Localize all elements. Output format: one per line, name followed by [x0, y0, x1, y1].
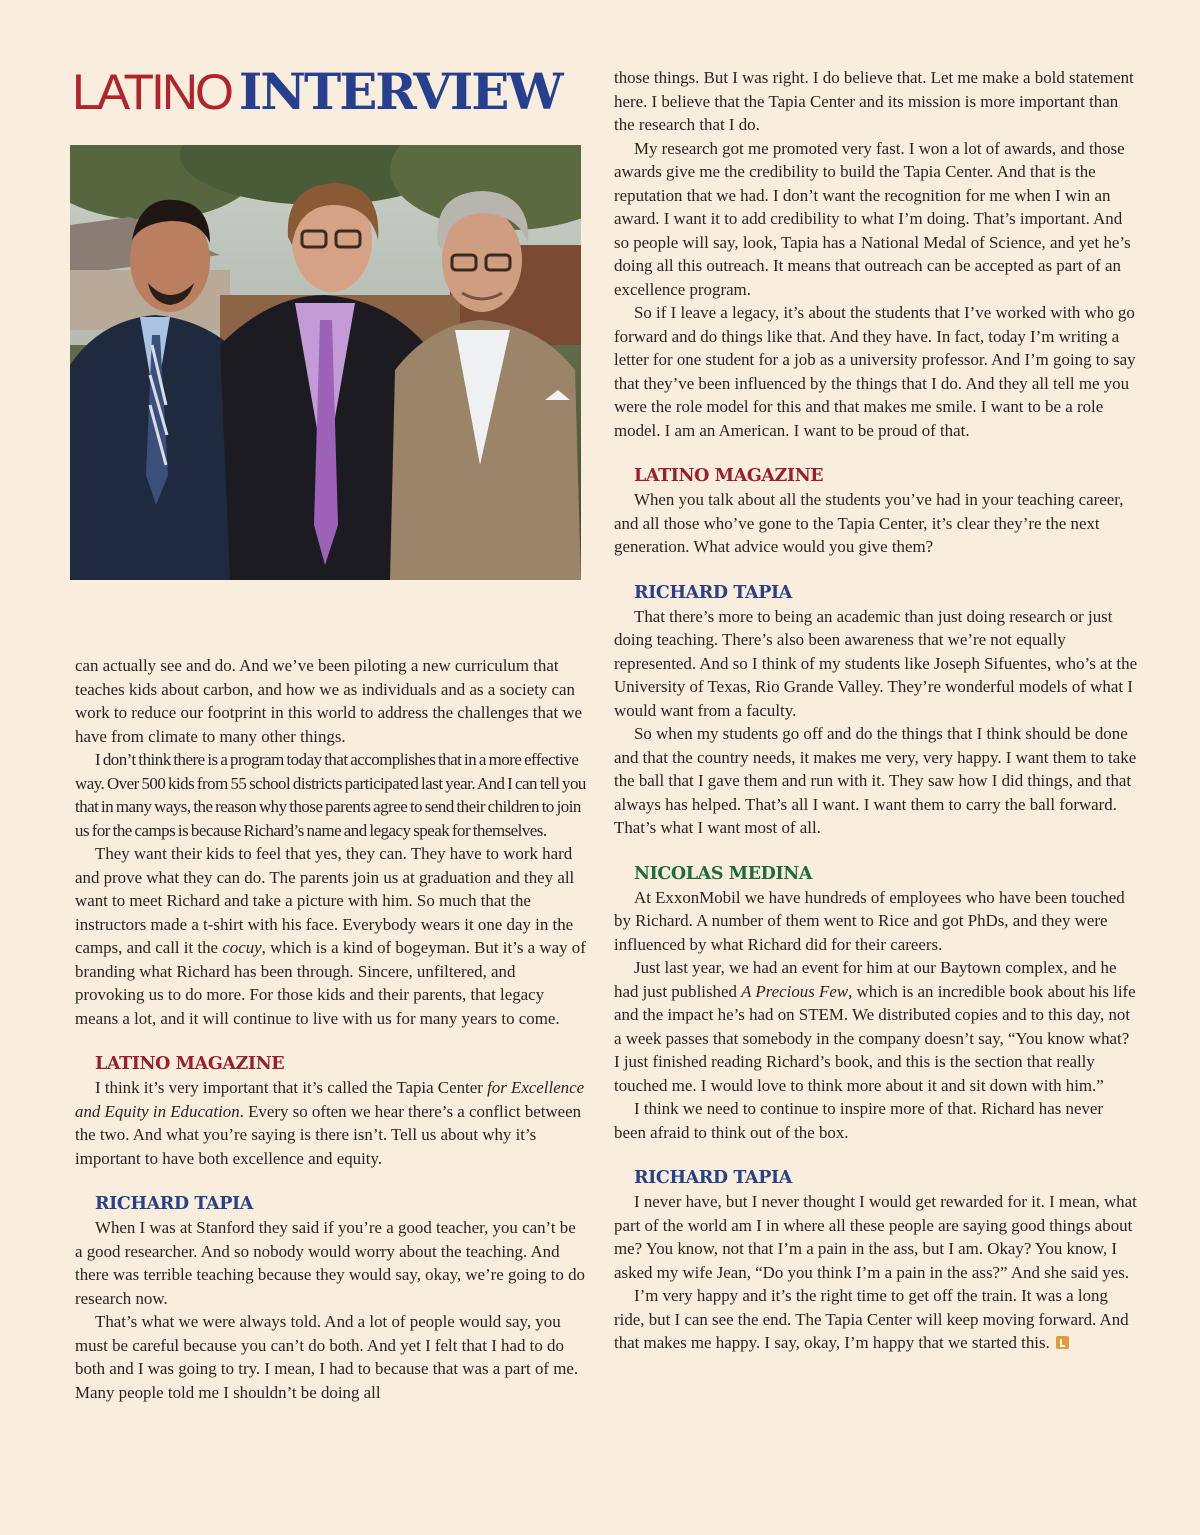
- speaker-label: LATINO MAGAZINE: [95, 1054, 285, 1074]
- interview-photo: [70, 145, 581, 580]
- paragraph: can actually see and do. And we’ve been piloting a new curriculum that teaches kids about carbon, and how we as individuals and as a society can work to reduce our footprint in this world to address the challenges that we have from climate to many other things.: [75, 656, 583, 746]
- paragraph: Just last year, we had an event for him at our Baytown complex, and he had just published A Precious Few, which is an incredible book about his life and the impact he’s had on STEM. We distributed copies and to this day, not a week passes that somebody in the company doesn’t say, “You know what? I just finished reading Richard’s book, and this is the section that really touched me. I would love to think more about it and sit down with him.”: [614, 958, 1136, 1095]
- paragraph: They want their kids to feel that yes, they can. They have to work hard and prove what they can do. The parents join us at graduation and they all want to meet Richard and take a picture with him. So much that the instructors made a t-shirt with his face. Everybody wears it one day in the camps, and call it the cocuy, which is a kind of bogeyman. But it’s a way of branding what Richard has been through. Sincere, unfiltered, and provoking us to do more. For those kids and their parents, that legacy means a lot, and it will continue to live with us for many years to come.: [75, 844, 586, 1028]
- paragraph: I never have, but I never thought I would get rewarded for it. I mean, what part of the world am I in where all these people are saying good things about me? You know, not that I’m a pain in the ass, but I am. Okay? You know, I asked my wife Jean, “Do you think I’m a pain in the ass?” And she said yes.: [614, 1192, 1137, 1282]
- speaker-label: NICOLAS MEDINA: [634, 863, 813, 884]
- paragraph: That’s what we were always told. And a lot of people would say, you must be careful because you can’t do both. And yet I felt that I had to do both and I was going to try. I mean, I had to because that was a part of me. Many people told me I shouldn’t be doing all: [75, 1312, 579, 1402]
- speaker-label: RICHARD TAPIA: [95, 1194, 253, 1214]
- paragraph: At ExxonMobil we have hundreds of employees who have been touched by Richard. A number of them went to Rice and got PhDs, and they were influenced by what Richard did for their careers.: [614, 887, 1125, 954]
- paragraph: When I was at Stanford they said if you’re a good teacher, you can’t be a good researcher. And so nobody would worry about the teaching. And there was terrible teaching because they would say, okay, we’re going to do research now.: [75, 1218, 585, 1308]
- paragraph: I think we need to continue to inspire more of that. Richard has never been afraid to think out of the box.: [614, 1099, 1104, 1142]
- paragraph: That there’s more to being an academic than just doing research or just doing teaching. There’s also been awareness that we’re not equally represented. And so I think of my students like Joseph Sifuentes, who’s at the University of Texas, Rio Grande Valley. They’re wonderful models of what I would want from a faculty.: [614, 606, 1138, 720]
- masthead: [72, 62, 562, 122]
- paragraph: When you talk about all the students you’ve had in your teaching career, and all those who’ve gone to the Tapia Center, it’s clear they’re the next generation. What advice would you give them?: [614, 490, 1124, 556]
- masthead-interview: INTERVIEW: [238, 62, 562, 121]
- masthead-latino: LATINO: [72, 64, 231, 120]
- paragraph: My research got me promoted very fast. I won a lot of awards, and those awards give me the credibility to build the Tapia Center. And that is the reputation that we had. I don’t want the recognition for me when I win an award. I want it to add credibility to what I’m doing. That’s important. And so people will say, look, Tapia has a National Medal of Science, and yet he’s doing all this outreach. It means that outreach can be accepted as part of an excellence program.: [614, 138, 1131, 299]
- paragraph: I don’t think there is a program today that accomplishes that in a more effective way. Over 500 kids from 55 school districts participated last year. And I can tell you that in many ways, the reason why those parents agree to send their children to join us for the camps is because Richard’s name and legacy speak for themselves.: [75, 750, 586, 840]
- end-of-article-icon: [1056, 1336, 1069, 1349]
- paragraph: I think it’s very important that it’s called the Tapia Center for Excellence and Equity in Education. Every so often we hear there’s a conflict between the two. And what you’re saying is there isn’t. Tell us about why it’s important to have both excellence and equity.: [75, 1078, 585, 1168]
- paragraph: those things. But I was right. I do believe that. Let me make a bold statement here. I believe that the Tapia Center and its mission is more important than the research that I do.: [614, 68, 1134, 134]
- speaker-label: RICHARD TAPIA: [634, 582, 792, 603]
- speaker-label: RICHARD TAPIA: [634, 1168, 792, 1188]
- left-column: [75, 654, 587, 1404]
- paragraph: So when my students go off and do the things that I think should be done and that the country needs, it makes me very, very happy. I want them to take the ball that I gave them and run with it. They saw how I did things, and that always has helped. That’s all I want. I want them to carry the ball forward. That’s what I want most of all.: [614, 724, 1137, 837]
- speaker-label: LATINO MAGAZINE: [634, 466, 824, 486]
- paragraph: So if I leave a legacy, it’s about the students that I’ve worked with who go forward and do things like that. And they have. In fact, today I’m writing a letter for one student for a job as a university professor. And I’m going to say that they’ve been influenced by the things that I do. And they all tell me you were the role model for this and that makes me smile. I want to be a role model. I am an American. I want to be proud of that.: [614, 303, 1136, 440]
- paragraph: I’m very happy and it’s the right time to get off the train. It was a long ride, but I can see the end. The Tapia Center will keep moving forward. And that makes me happy. I say, okay, I’m happy that we started this.: [614, 1286, 1129, 1352]
- right-column: [614, 66, 1139, 1355]
